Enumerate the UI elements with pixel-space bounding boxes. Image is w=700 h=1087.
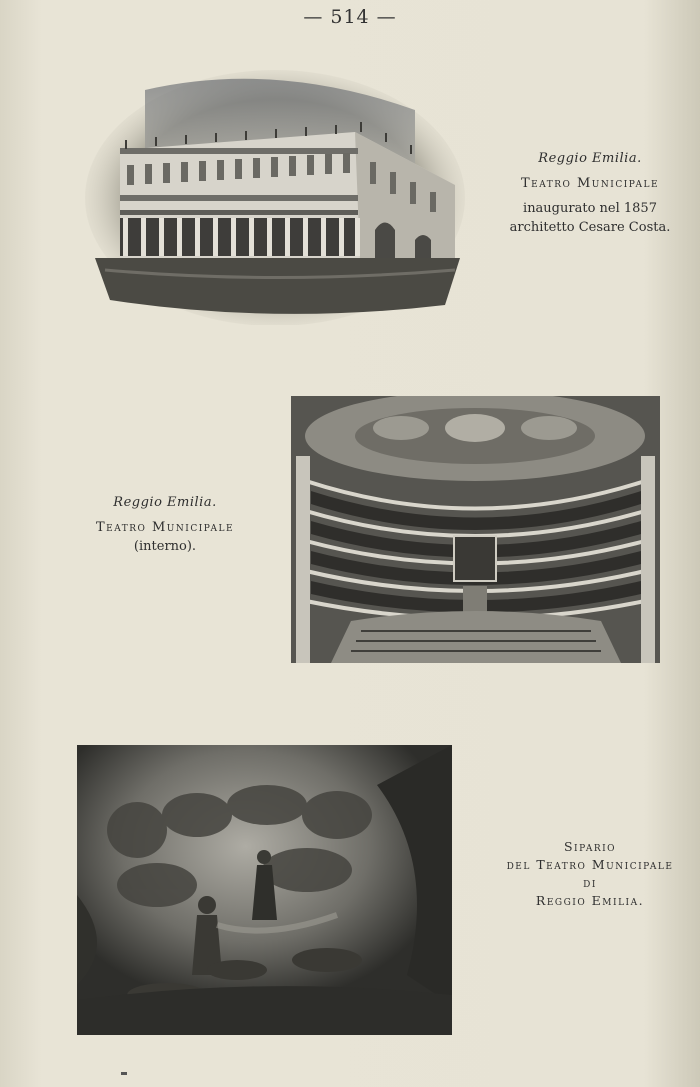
caption-line: di bbox=[583, 875, 597, 891]
caption-title: Teatro Municipale bbox=[520, 175, 660, 191]
interior-caption bbox=[75, 494, 255, 557]
caption-line: Reggio Emilia. bbox=[535, 893, 645, 909]
printer-mark bbox=[121, 1072, 127, 1075]
exterior-caption bbox=[490, 150, 690, 237]
caption-city: Reggio Emilia. bbox=[538, 151, 642, 166]
theatre-curtain-painting bbox=[77, 745, 452, 1035]
curtain-caption bbox=[490, 838, 690, 911]
caption-line: architetto Cesare Costa. bbox=[509, 219, 671, 235]
caption-line: Sipario bbox=[563, 839, 617, 854]
caption-line: del Teatro Municipale bbox=[506, 857, 674, 873]
caption-city: Reggio Emilia. bbox=[113, 495, 217, 510]
page-number: — 514 — bbox=[303, 6, 397, 28]
caption-title: Teatro Municipale bbox=[95, 519, 235, 535]
caption-line: inaugurato nel 1857 bbox=[523, 200, 657, 216]
caption-line: (interno). bbox=[133, 538, 197, 554]
theatre-interior-photo bbox=[291, 396, 660, 663]
theatre-exterior-photo bbox=[85, 70, 465, 325]
